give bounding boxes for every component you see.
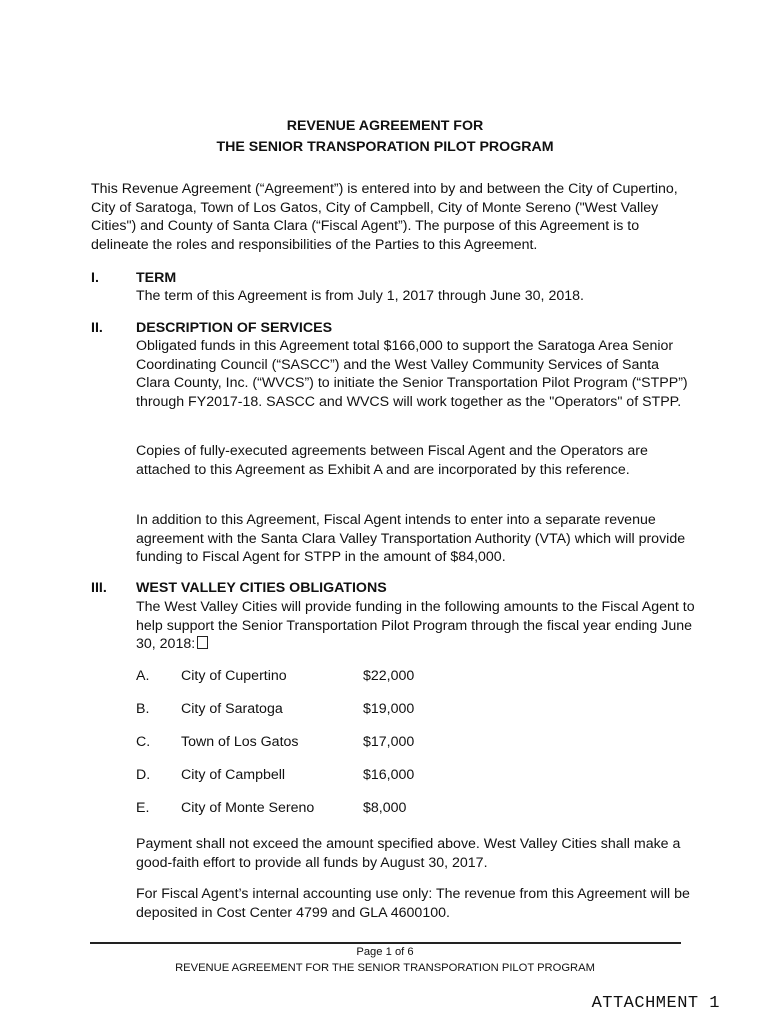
funding-row-city: City of Saratoga — [181, 701, 283, 717]
services-paragraph-3: In addition to this Agreement, Fiscal Agent intends to enter into a separate revenue agreement with the Santa Clara Valley Transportation Authority (VTA) which will provide funding to Fiscal Agent for STPP in the amount of $84,000. — [136, 512, 686, 566]
section-heading-obligations: WEST VALLEY CITIES OBLIGATIONS — [136, 580, 387, 596]
services-paragraph-2: Copies of fully-executed agreements between Fiscal Agent and the Operators are attached to this Agreement as Exhibit A and are incorporated by this reference. — [136, 443, 648, 478]
section-number-term: I. — [91, 270, 99, 286]
funding-row-letter: E. — [136, 800, 150, 816]
funding-row-letter: D. — [136, 767, 151, 783]
funding-row — [136, 767, 556, 787]
funding-row-letter: C. — [136, 734, 151, 750]
services-paragraph-1: Obligated funds in this Agreement total $166,000 to support the Saratoga Area Senior Coordinating Council (“SASCC”) and the West Valley Community Services of Santa Clara County, Inc. (“WVCS”) to initiate the Senior Transportation Pilot Program (“STPP”) through FY2017-18. SASCC and WVCS will work together as the "Operators" of STPP. — [136, 338, 688, 410]
funding-row-amount: $17,000 — [363, 734, 415, 750]
funding-row — [136, 668, 556, 688]
funding-row — [136, 800, 556, 820]
funding-row-letter: A. — [136, 668, 150, 684]
obligations-paragraph-3: For Fiscal Agent’s internal accounting use only: The revenue from this Agreement will be deposited in Cost Center 4799 and GLA 4600100. — [136, 886, 690, 921]
section-heading-term: TERM — [136, 270, 177, 286]
section-number-services: II. — [91, 320, 103, 336]
attachment-label: ATTACHMENT 1 — [591, 994, 720, 1013]
funding-row-amount: $22,000 — [363, 668, 415, 684]
section-number-obligations: III. — [91, 580, 107, 596]
footer-divider — [90, 942, 681, 944]
section-heading-services: DESCRIPTION OF SERVICES — [136, 320, 333, 336]
footer-page-number: Page 1 of 6 — [356, 946, 414, 958]
funding-row-amount: $8,000 — [363, 800, 407, 816]
funding-row-city: Town of Los Gatos — [181, 734, 299, 750]
placeholder-box-icon — [197, 636, 208, 649]
document-title-line-1: REVENUE AGREEMENT FOR — [286, 118, 484, 134]
obligations-paragraph-1 — [136, 598, 696, 654]
funding-row — [136, 701, 556, 721]
funding-row-city: City of Cupertino — [181, 668, 287, 684]
funding-row-city: City of Campbell — [181, 767, 286, 783]
funding-row-letter: B. — [136, 701, 150, 717]
footer-document-title: REVENUE AGREEMENT FOR THE SENIOR TRANSPORATION PILOT PROGRAM — [175, 962, 595, 974]
funding-row-amount: $19,000 — [363, 701, 415, 717]
document-title-line-2: THE SENIOR TRANSPORATION PILOT PROGRAM — [216, 139, 554, 155]
obligations-paragraph-1-text: The West Valley Cities will provide funding in the following amounts to the Fiscal Agent to help support the Senior Transportation Pilot Program through the fiscal year ending June 30, 2018: — [136, 599, 695, 653]
funding-row-amount: $16,000 — [363, 767, 415, 783]
funding-row-city: City of Monte Sereno — [181, 800, 315, 816]
intro-paragraph: This Revenue Agreement (“Agreement”) is entered into by and between the City of Cupertino, City of Saratoga, Town of Los Gatos, City of Campbell, City of Monte Sereno ("West Valley Cities") and County of Santa Clara (“Fiscal Agent”). The purpose of this Agreement is to delineate the roles and responsibilities of the Parties to this Agreement. — [91, 181, 678, 253]
funding-row — [136, 734, 556, 754]
obligations-paragraph-2: Payment shall not exceed the amount specified above. West Valley Cities shall make a good-faith effort to provide all funds by August 30, 2017. — [136, 836, 681, 871]
term-text: The term of this Agreement is from July 1, 2017 through June 30, 2018. — [136, 288, 584, 304]
